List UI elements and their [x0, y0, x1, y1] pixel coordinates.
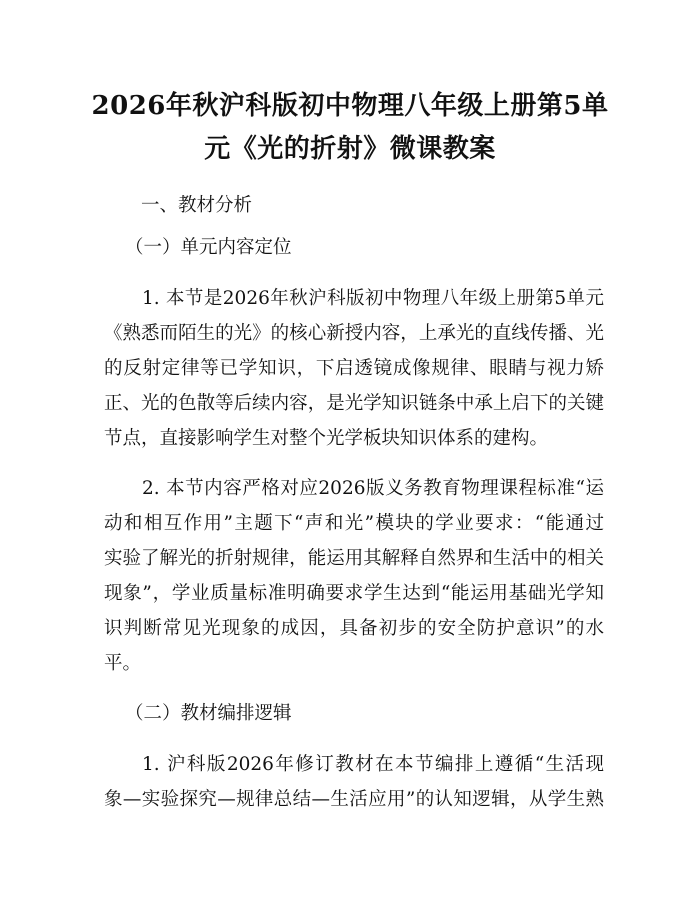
paragraph-1-line-3: 的反射定律等已学知识，下启透镜成像规律、眼睛与视力矫: [104, 358, 604, 379]
paragraph-2-line-1: 2. 本节内容严格对应2026版义务教育物理课程标准“运: [142, 478, 604, 499]
subsection-heading-2: （二）教材编排逻辑: [125, 703, 292, 724]
paragraph-2-line-6: 平。: [104, 653, 142, 674]
document-title-line-1: 2026年秋沪科版初中物理八年级上册第5单: [91, 91, 609, 121]
paragraph-3-line-1: 1. 沪科版2026年修订教材在本节编排上遵循“生活现: [142, 754, 604, 775]
paragraph-2-line-2: 动和相互作用”主题下“声和光”模块的学业要求：“能通过: [104, 513, 604, 534]
section-heading-1: 一、教材分析: [141, 195, 253, 216]
paragraph-3-line-2: 象—实验探究—规律总结—生活应用”的认知逻辑，从学生熟: [104, 789, 604, 810]
paragraph-1-line-1: 1. 本节是2026年秋沪科版初中物理八年级上册第5单元: [142, 288, 604, 309]
subsection-heading-1: （一）单元内容定位: [125, 237, 292, 258]
paragraph-2-line-5: 识判断常见光现象的成因，具备初步的安全防护意识”的水: [104, 618, 604, 639]
paragraph-2-line-4: 现象”，学业质量标准明确要求学生达到“能运用基础光学知: [104, 583, 604, 604]
document-title-line-2: 元《光的折射》微课教案: [204, 134, 496, 164]
paragraph-2-line-3: 实验了解光的折射规律，能运用其解释自然界和生活中的相关: [104, 548, 604, 569]
paragraph-1-line-2: 《熟悉而陌生的光》的核心新授内容，上承光的直线传播、光: [104, 323, 604, 344]
paragraph-1-line-4: 正、光的色散等后续内容，是光学知识链条中承上启下的关键: [104, 393, 604, 414]
paragraph-1-line-5: 节点，直接影响学生对整个光学板块知识体系的建构。: [104, 428, 549, 449]
